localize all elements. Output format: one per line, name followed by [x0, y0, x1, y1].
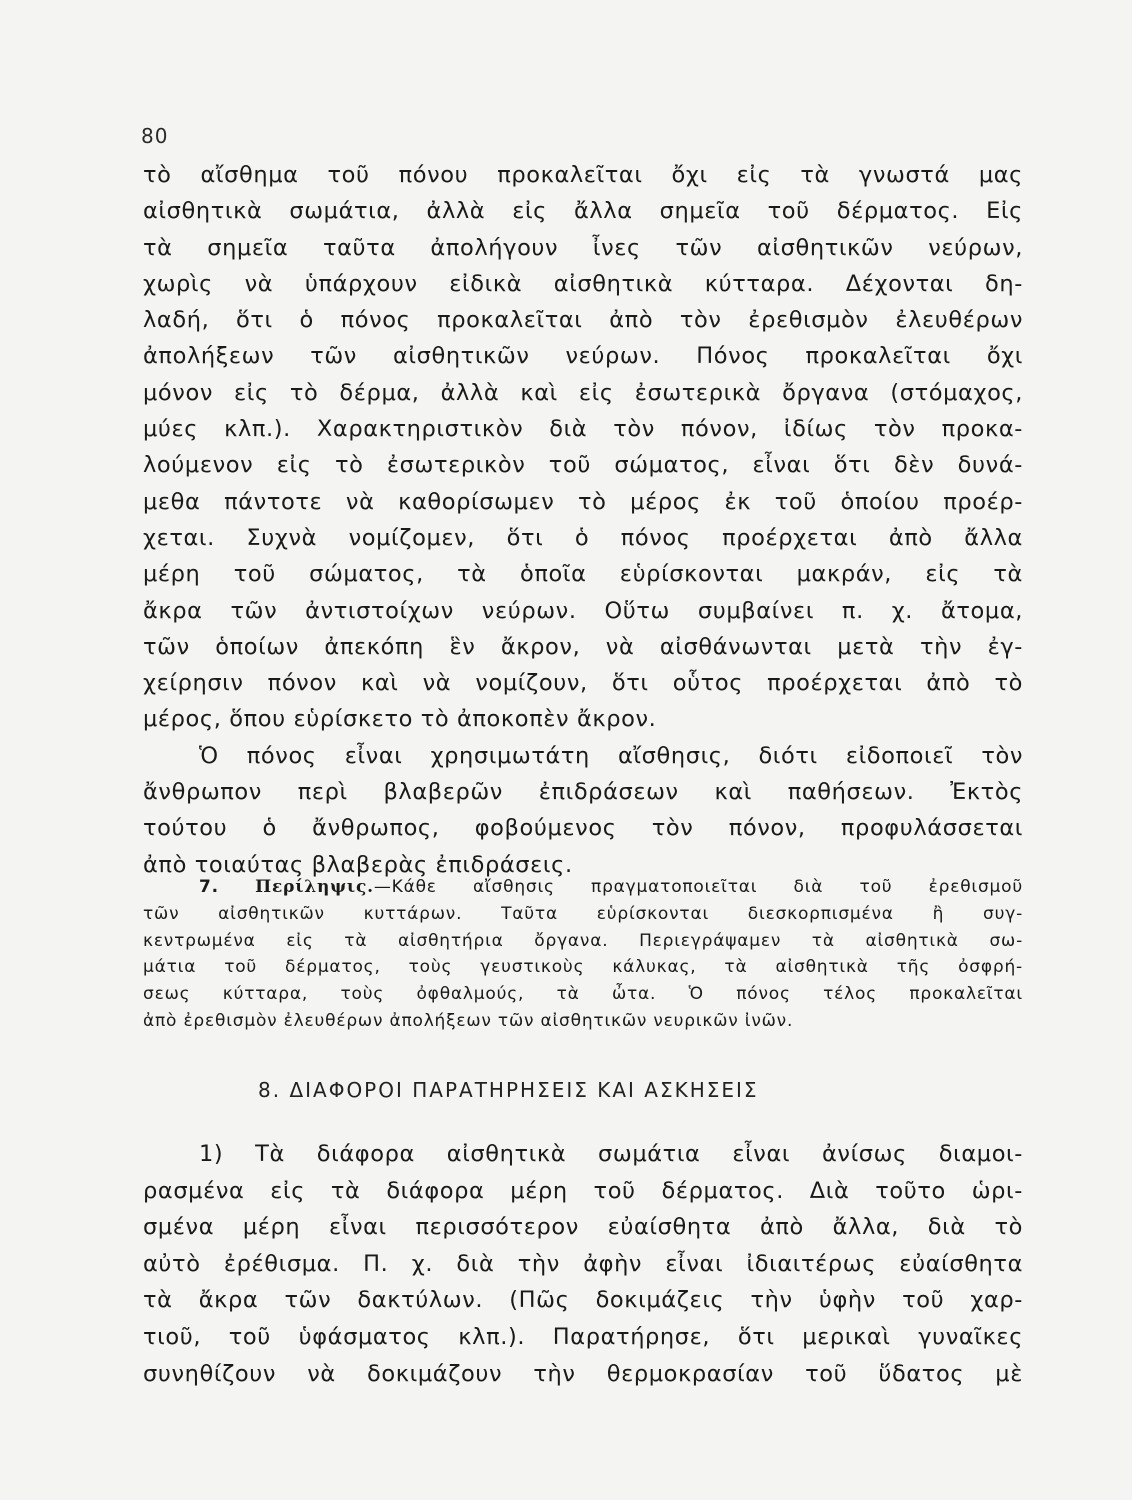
text-line: ἄνθρωπον περὶ βλαβερῶν ἐπιδράσεων καὶ παθήσεων. Ἐκτὸς: [143, 779, 1023, 806]
text-line: τῶν ὁποίων ἀπεκόπη ἓν ἄκρον, νὰ αἰσθάνωνται μετὰ τὴν ἐγ-: [143, 633, 1023, 660]
summary-line: τῶν αἰσθητικῶν κυττάρων. Ταῦτα εὑρίσκονται διεσκορπισμένα ἢ συγ-: [143, 903, 1023, 924]
exercise-line: τὰ ἄκρα τῶν δακτύλων. (Πῶς δοκιμάζεις τὴν ὑφὴν τοῦ χαρ-: [143, 1287, 1023, 1314]
summary-line: ἀπὸ ἐρεθισμὸν ἐλευθέρων ἀπολήξεων τῶν αἰσθητικῶν νευρικῶν ἰνῶν.: [143, 1010, 794, 1031]
text-line: Ὁ πόνος εἶναι χρησιμωτάτη αἴσθησις, διότι εἰδοποιεῖ τὸν: [199, 742, 1023, 769]
text-line: χεται. Συχνὰ νομίζομεν, ὅτι ὁ πόνος προέρχεται ἀπὸ ἄλλα: [143, 524, 1023, 551]
exercise-line: ρασμένα εἰς τὰ διάφορα μέρη τοῦ δέρματος. Διὰ τοῦτο ὡρι-: [143, 1177, 1023, 1204]
text-line: ἀπὸ τοιαύτας βλαβερὰς ἐπιδράσεις.: [143, 851, 573, 878]
exercise-line: σμένα μέρη εἶναι περισσότερον εὐαίσθητα ἀπὸ ἄλλα, διὰ τὸ: [143, 1214, 1023, 1241]
section-heading: 8. ΔΙΑΦΟΡΟΙ ΠΑΡΑΤΗΡΗΣΕΙΣ ΚΑΙ ΑΣΚΗΣΕΙΣ: [258, 1078, 759, 1102]
summary-line: κεντρωμένα εἰς τὰ αἰσθητήρια ὄργανα. Περιεγράψαμεν τὰ αἰσθητικὰ σω-: [143, 930, 1023, 951]
summary-paragraph: [143, 874, 1023, 1035]
text-line: χείρησιν πόνον καὶ νὰ νομίζουν, ὅτι οὗτος προέρχεται ἀπὸ τὸ: [143, 670, 1023, 697]
summary-line: σεως κύτταρα, τοὺς ὀφθαλμούς, τὰ ὦτα. Ὁ πόνος τέλος προκαλεῖται: [143, 984, 1023, 1005]
summary-line: μάτια τοῦ δέρματος, τοὺς γευστικοὺς κάλυκας, τὰ αἰσθητικὰ τῆς ὀσφρή-: [143, 957, 1023, 978]
text-line: χωρὶς νὰ ὑπάρχουν εἰδικὰ αἰσθητικὰ κύτταρα. Δέχονται δη-: [143, 270, 1023, 297]
text-line: ἀπολήξεων τῶν αἰσθητικῶν νεύρων. Πόνος προκαλεῖται ὄχι: [143, 343, 1023, 370]
text-line: λαδή, ὅτι ὁ πόνος προκαλεῖται ἀπὸ τὸν ἐρεθισμὸν ἐλευθέρων: [143, 307, 1023, 334]
summary-number: 7.: [199, 877, 219, 897]
text-line: μεθα πάντοτε νὰ καθορίσωμεν τὸ μέρος ἐκ τοῦ ὁποίου προέρ-: [143, 488, 1023, 515]
text-line: τούτου ὁ ἄνθρωπος, φοβούμενος τὸν πόνον, προφυλάσσεται: [143, 815, 1023, 842]
exercise-line: αὐτὸ ἐρέθισμα. Π. χ. διὰ τὴν ἀφὴν εἶναι ἰδιαιτέρως εὐαίσθητα: [143, 1250, 1023, 1277]
summary-title: Περίληψις.: [255, 877, 374, 897]
text-line: λούμενον εἰς τὸ ἐσωτερικὸν τοῦ σώματος, εἶναι ὅτι δὲν δυνά-: [143, 452, 1023, 479]
exercise-line: συνηθίζουν νὰ δοκιμάζουν τὴν θερμοκρασίαν τοῦ ὕδατος μὲ: [143, 1360, 1023, 1387]
exercise-line: 1) Τὰ διάφορα αἰσθητικὰ σωμάτια εἶναι ἀνίσως διαμοι-: [199, 1141, 1023, 1167]
page-number: 80: [141, 124, 169, 148]
text-line: αἰσθητικὰ σωμάτια, ἀλλὰ εἰς ἄλλα σημεῖα τοῦ δέρματος. Εἰς: [143, 198, 1023, 225]
summary-text: —Κάθε αἴσθησις πραγματοποιεῖται διὰ τοῦ ἐρεθισμοῦ: [373, 877, 1023, 897]
text-line: τὸ αἴσθημα τοῦ πόνου προκαλεῖται ὄχι εἰς τὰ γνωστά μας: [143, 162, 1023, 188]
exercise-line: τιοῦ, τοῦ ὑφάσματος κλπ.). Παρατήρησε, ὅτι μερικαὶ γυναῖκες: [143, 1323, 1023, 1350]
text-line: μύες κλπ.). Χαρακτηριστικὸν διὰ τὸν πόνον, ἰδίως τὸν προκα-: [143, 416, 1023, 443]
text-line: μέρη τοῦ σώματος, τὰ ὁποῖα εὑρίσκονται μακράν, εἰς τὰ: [143, 561, 1023, 588]
text-line: μόνον εἰς τὸ δέρμα, ἀλλὰ καὶ εἰς ἐσωτερικὰ ὄργανα (στόμαχος,: [143, 379, 1023, 406]
summary-first-line: [143, 874, 1023, 901]
text-line: ἄκρα τῶν ἀντιστοίχων νεύρων. Οὕτω συμβαίνει π. χ. ἄτομα,: [143, 597, 1023, 624]
text-line: τὰ σημεῖα ταῦτα ἀπολήγουν ἶνες τῶν αἰσθητικῶν νεύρων,: [143, 234, 1023, 261]
main-paragraph: [143, 157, 1023, 883]
exercise-paragraph: [143, 1136, 1023, 1392]
text-line: μέρος, ὅπου εὑρίσκετο τὸ ἀποκοπὲν ἄκρον.: [143, 706, 657, 733]
